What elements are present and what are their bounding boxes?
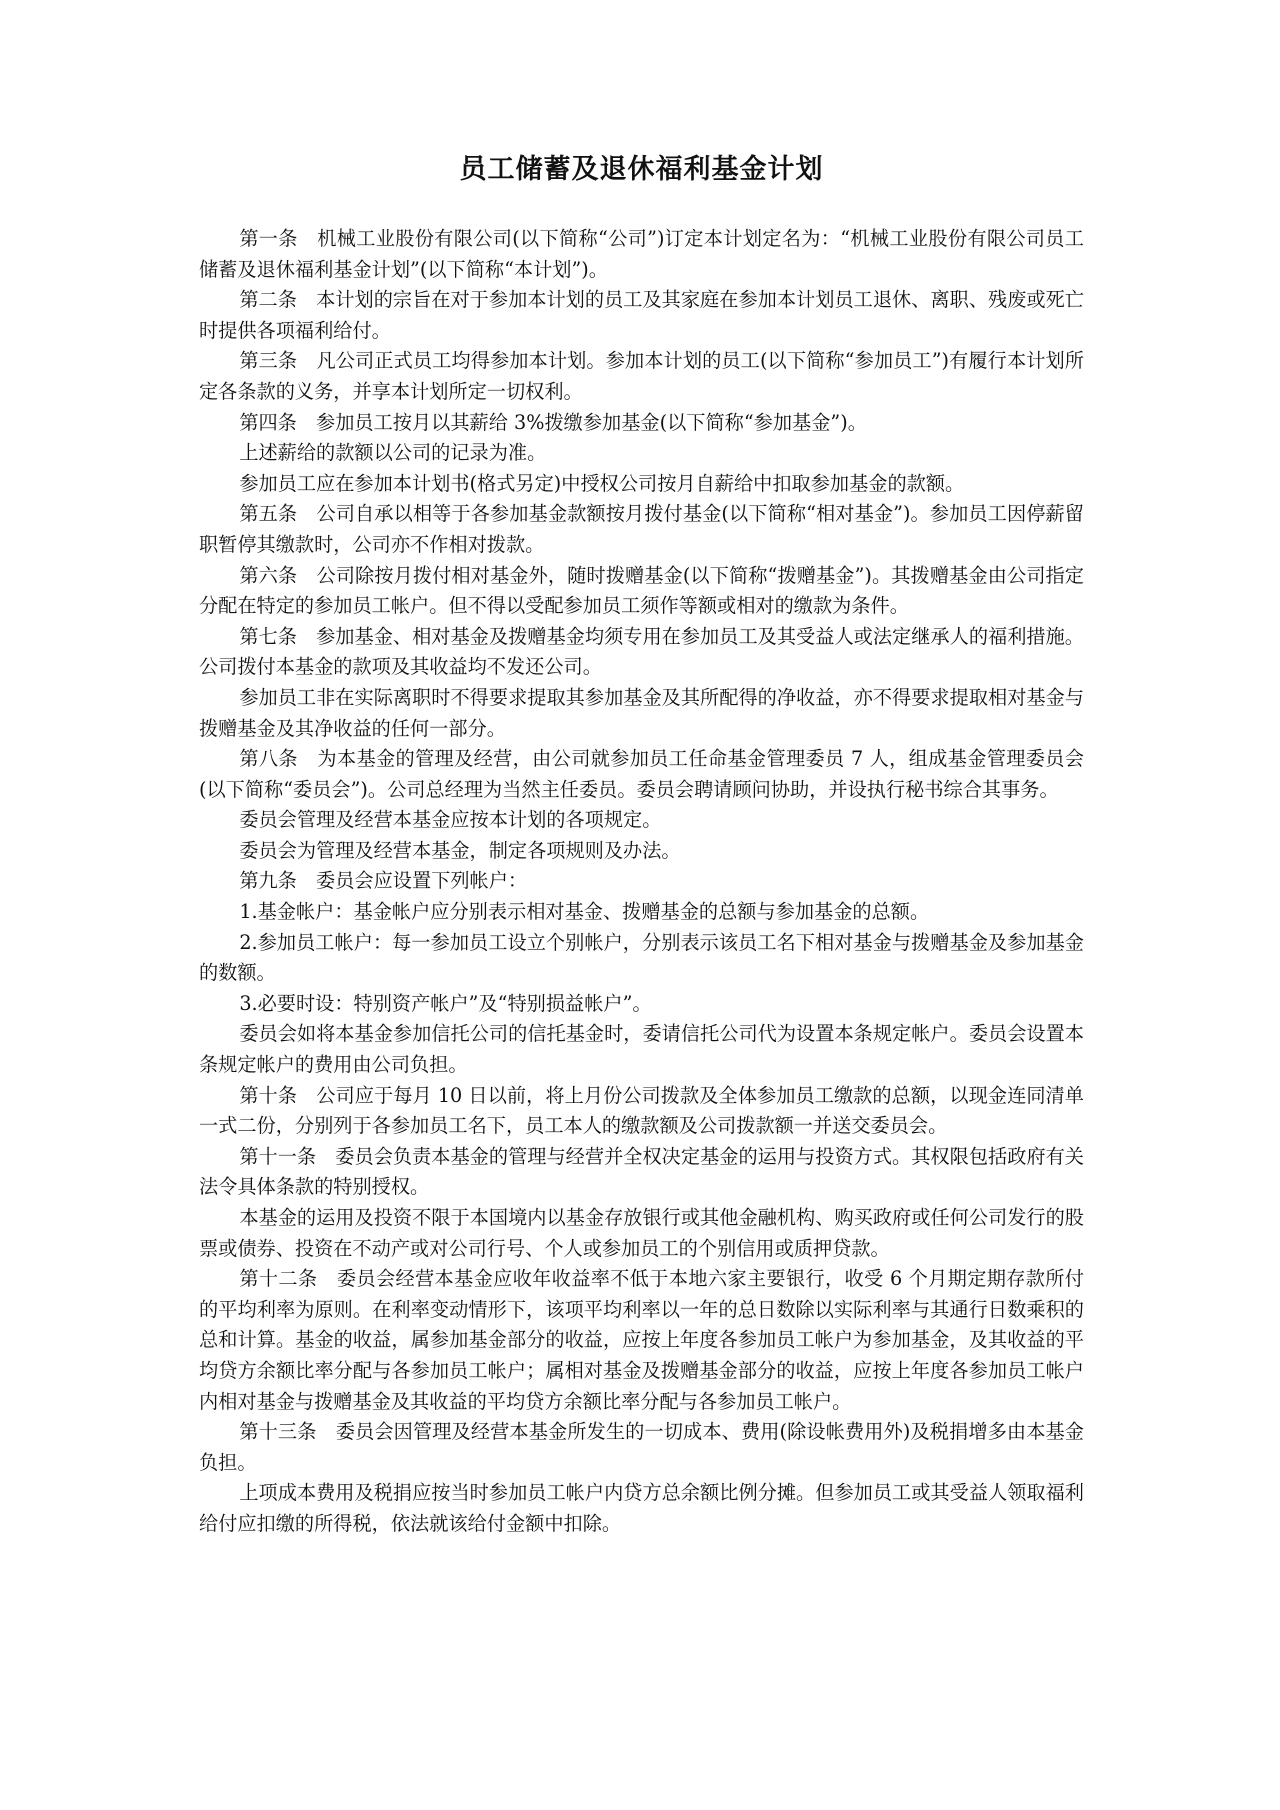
paragraph: 2.参加员工帐户：每一参加员工设立个别帐户，分别表示该员工名下相对基金与拨赠基金及参加基金的数额。 xyxy=(199,930,1084,985)
paragraph: 第十一条 委员会负责本基金的管理与经营并全权决定基金的运用与投资方式。其权限包括政府有关法令具体条款的特别授权。 xyxy=(199,1144,1084,1199)
paragraph: 第一条 机械工业股份有限公司(以下简称“公司”)订定本计划定名为：“机械工业股份有限公司员工储蓄及退休福利基金计划”(以下简称“本计划”)。 xyxy=(199,227,1084,281)
paragraph: 第四条 参加员工按月以其薪给 3%拨缴参加基金(以下简称“参加基金”)。 xyxy=(239,410,867,434)
paragraph: 第二条 本计划的宗旨在对于参加本计划的员工及其家庭在参加本计划员工退休、离职、残废或死亡时提供各项福利给付。 xyxy=(199,288,1084,342)
paragraph: 委员会为管理及经营本基金，制定各项规则及办法。 xyxy=(239,838,681,862)
paragraph: 第十三条 委员会因管理及经营本基金所发生的一切成本、费用(除设帐费用外)及税捐增多由本基金负担。 xyxy=(199,1420,1084,1474)
document-body xyxy=(199,224,1084,1540)
paragraph: 1.基金帐户：基金帐户应分别表示相对基金、拨赠基金的总额与参加基金的总额。 xyxy=(239,900,930,924)
paragraph: 第七条 参加基金、相对基金及拨赠基金均须专用在参加员工及其受益人或法定继承人的福利措施。公司拨付本基金的款项及其收益均不发还公司。 xyxy=(199,624,1084,679)
paragraph: 第六条 公司除按月拨付相对基金外，随时拨赠基金(以下简称“拨赠基金”)。其拨赠基金由公司指定分配在特定的参加员工帐户。但不得以受配参加员工须作等额或相对的缴款为条件。 xyxy=(199,563,1084,618)
paragraph: 第八条 为本基金的管理及经营，由公司就参加员工任命基金管理委员 7 人，组成基金管理委员会(以下简称“委员会”)。公司总经理为当然主任委员。委员会聘请顾问协助，并设执行秘书综合其事务。 xyxy=(199,747,1084,801)
document-page xyxy=(199,150,1084,1540)
paragraph: 参加员工非在实际离职时不得要求提取其参加基金及其所配得的净收益，亦不得要求提取相对基金与拨赠基金及其净收益的任何一部分。 xyxy=(199,685,1084,740)
paragraph: 第十二条 委员会经营本基金应收年收益率不低于本地六家主要银行，收受 6 个月期定期存款所付的平均利率为原则。在利率变动情形下，该项平均利率以一年的总日数除以实际利率与其通行日数乘积的总和计算。基金的收益，属参加基金部分的收益，应按上年度各参加员工帐户为参加基金，及其收益的平均贷方余额比率分配与各参加员工帐户；属相对基金及拨赠基金部分的收益，应按上年度各参加员工帐户内相对基金与拨赠基金及其收益的平均贷方余额比率分配与各参加员工帐户。 xyxy=(199,1267,1084,1413)
paragraph: 第三条 凡公司正式员工均得参加本计划。参加本计划的员工(以下简称“参加员工”)有履行本计划所定各条款的义务，并享本计划所定一切权利。 xyxy=(199,349,1084,403)
paragraph: 3.必要时设：特别资产帐户”及“特别损益帐户”。 xyxy=(239,991,652,1015)
paragraph: 委员会管理及经营本基金应按本计划的各项规定。 xyxy=(239,808,662,832)
paragraph: 本基金的运用及投资不限于本国境内以基金存放银行或其他金融机构、购买政府或任何公司发行的股票或债券、投资在不动产或对公司行号、个人或参加员工的个别信用或质押贷款。 xyxy=(199,1206,1084,1260)
paragraph: 参加员工应在参加本计划书(格式另定)中授权公司按月自薪给中扣取参加基金的款额。 xyxy=(239,471,965,495)
paragraph: 上述薪给的款额以公司的记录为准。 xyxy=(239,441,547,465)
paragraph: 第十条 公司应于每月 10 日以前，将上月份公司拨款及全体参加员工缴款的总额，以现金连同清单一式二份，分别列于各参加员工名下，员工本人的缴款额及公司拨款额一并送交委员会。 xyxy=(199,1083,1084,1138)
paragraph: 第五条 公司自承以相等于各参加基金款额按月拨付基金(以下简称“相对基金”)。参加员工因停薪留职暂停其缴款时，公司亦不作相对拨款。 xyxy=(199,502,1084,556)
paragraph: 委员会如将本基金参加信托公司的信托基金时，委请信托公司代为设置本条规定帐户。委员会设置本条规定帐户的费用由公司负担。 xyxy=(199,1022,1084,1077)
paragraph: 第九条 委员会应设置下列帐户： xyxy=(239,869,528,893)
paragraph: 上项成本费用及税捐应按当时参加员工帐户内贷方总余额比例分摊。但参加员工或其受益人领取福利给付应扣缴的所得税，依法就该给付金额中扣除。 xyxy=(199,1481,1084,1535)
document-title: 员工储蓄及退休福利基金计划 xyxy=(459,154,824,185)
